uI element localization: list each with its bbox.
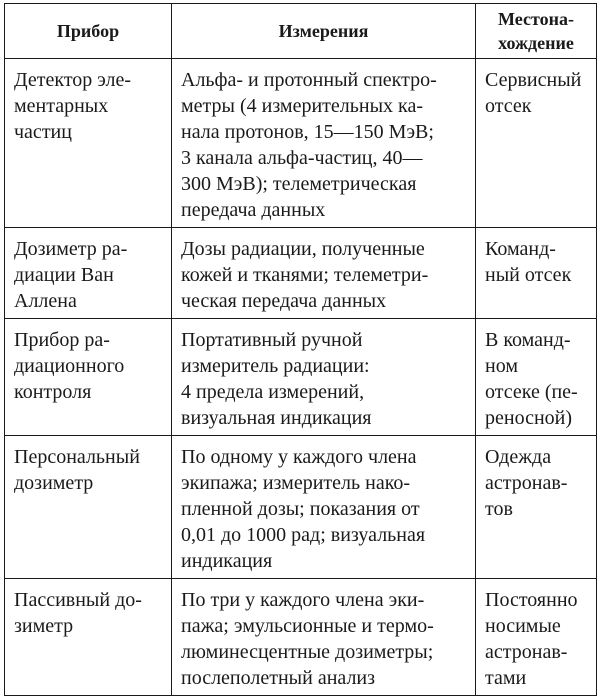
table-row: [5, 59, 597, 228]
device-cell: Пассивный до- зиметр: [5, 579, 172, 696]
device-cell: Дозиметр ра- диации Ван Аллена: [5, 228, 172, 319]
measurements-cell: Портативный ручной измеритель радиации: 4 предела измерений, визуальная индикация: [172, 319, 476, 436]
device-cell: Прибор ра- диационного контроля: [5, 319, 172, 436]
location-cell: Постоянно носимые астронав- тами: [476, 579, 597, 696]
table-row: [5, 319, 597, 436]
measurements-cell: По три у каждого члена эки- пажа; эмульсионные и термо- люминесцентные дозиметры; послеполетный анализ: [172, 579, 476, 696]
header-device: Прибор: [5, 4, 172, 59]
location-cell: Одежда астронав- тов: [476, 436, 597, 579]
location-cell: Команд- ный отсек: [476, 228, 597, 319]
table-row: [5, 579, 597, 696]
measurements-cell: По одному у каждого члена экипажа; измеритель нако- пленной дозы; показания от 0,01 до 1000 рад; визуальная индикация: [172, 436, 476, 579]
table-header-row: [5, 4, 597, 59]
location-cell: В команд- ном отсеке (пе- реносной): [476, 319, 597, 436]
header-measurements: Измерения: [172, 4, 476, 59]
measurements-cell: Альфа- и протонный спектро- метры (4 измерительных ка- нала протонов, 15—150 МэВ; 3 канала альфа-частиц, 40— 300 МэВ); телеметрическая передача данных: [172, 59, 476, 228]
instrument-table: [4, 3, 597, 696]
header-location: Местона- хождение: [476, 4, 597, 59]
location-cell: Сервисный отсек: [476, 59, 597, 228]
table-row: [5, 436, 597, 579]
device-cell: Детектор эле- ментарных частиц: [5, 59, 172, 228]
device-cell: Персональный дозиметр: [5, 436, 172, 579]
measurements-cell: Дозы радиации, полученные кожей и тканями; телеметри- ческая передача данных: [172, 228, 476, 319]
table-row: [5, 228, 597, 319]
